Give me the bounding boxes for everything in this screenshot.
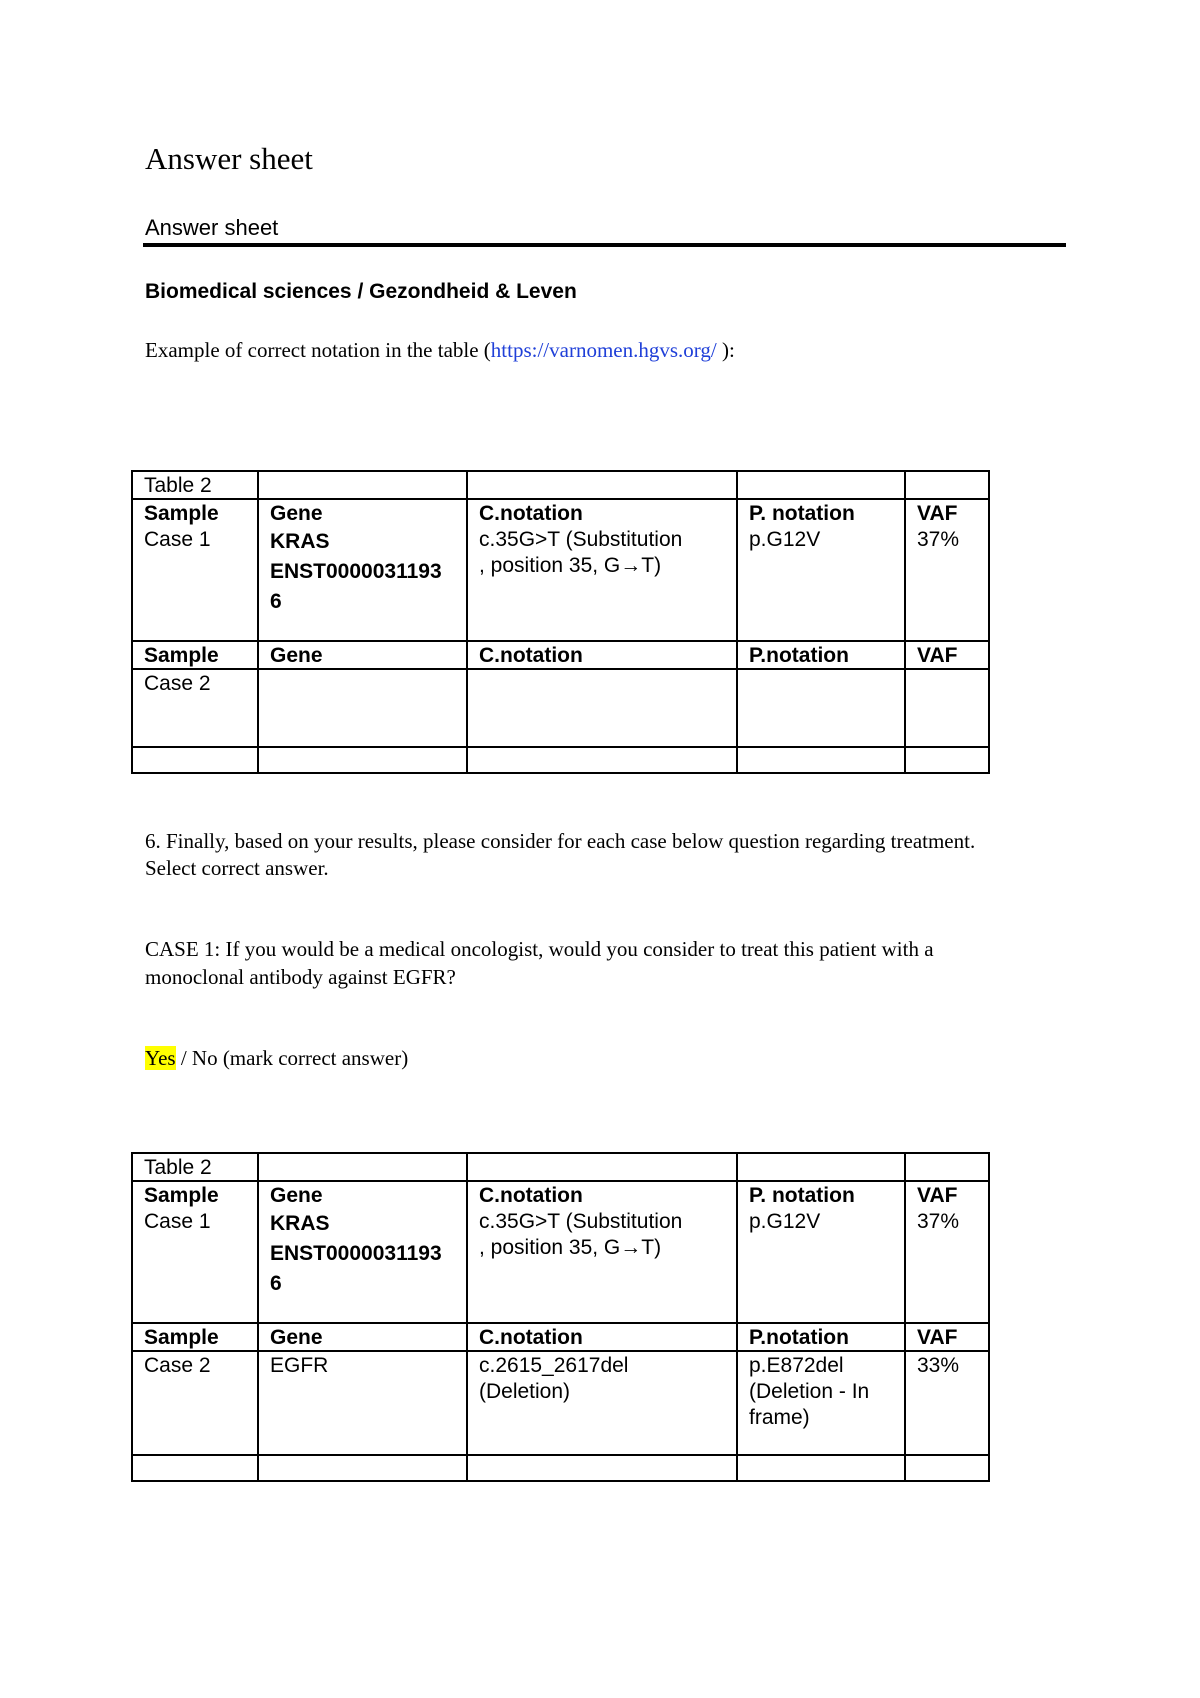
column-header: Gene — [259, 1182, 468, 1208]
column-header: P. notation — [738, 1182, 906, 1208]
table-title: Table 2 — [133, 472, 259, 498]
sample-cell: Case 1 — [133, 1208, 259, 1322]
column-header: Gene — [259, 500, 468, 526]
c-notation-cell: c.2615_2617del (Deletion) — [468, 1352, 738, 1454]
header-rule — [143, 243, 1066, 247]
table-cell — [906, 472, 988, 498]
column-header: Gene — [259, 642, 468, 668]
column-header: Sample — [133, 1182, 259, 1208]
p-notation-cell: p.G12V — [738, 1208, 906, 1322]
table-cell — [468, 1154, 738, 1180]
table-header-row — [133, 1180, 988, 1208]
table-cell — [259, 748, 468, 772]
column-header: Sample — [133, 1324, 259, 1350]
vaf-cell: 33% — [917, 1354, 960, 1377]
p-notation-cell: p.E872del (Deletion - In frame) — [738, 1352, 906, 1454]
table-row — [133, 1350, 988, 1454]
gene-cell — [259, 1208, 468, 1322]
column-header: VAF — [917, 1326, 958, 1349]
column-header: VAF — [917, 1184, 958, 1207]
table-title-row — [133, 1154, 988, 1180]
gene-cell — [259, 670, 468, 746]
table-cell — [738, 472, 906, 498]
table-empty-row — [133, 1454, 988, 1480]
table-header-row — [133, 1322, 988, 1350]
column-header: Sample — [133, 500, 259, 526]
column-header: C.notation — [468, 500, 738, 526]
table-cell — [738, 1456, 906, 1480]
table-title-row — [133, 472, 988, 498]
sample-cell: Case 2 — [133, 670, 259, 746]
vaf-cell: 37% — [917, 528, 960, 551]
example-line — [145, 338, 735, 363]
transcript-id-end: 6 — [270, 1272, 282, 1295]
column-header: P. notation — [738, 500, 906, 526]
table-cell — [738, 748, 906, 772]
vaf-cell — [906, 670, 988, 746]
column-header: C.notation — [468, 642, 738, 668]
table-header-row — [133, 498, 988, 526]
table-cell — [906, 1154, 988, 1180]
table-row — [133, 1208, 988, 1322]
table-title: Table 2 — [133, 1154, 259, 1180]
column-header: Sample — [133, 642, 259, 668]
case-1-question: CASE 1: If you would be a medical oncologist, would you consider to treat this patient with a monoclonal antibody against EGFR? — [145, 937, 934, 989]
p-notation-cell: p.G12V — [738, 526, 906, 640]
variant-table-1 — [131, 470, 990, 774]
sample-cell: Case 1 — [133, 526, 259, 640]
program-name: Biomedical sciences / Gezondheid & Leven — [145, 280, 577, 303]
column-header: C.notation — [468, 1324, 738, 1350]
p-notation-cell — [738, 670, 906, 746]
column-header: Gene — [259, 1324, 468, 1350]
gene-name: KRAS — [270, 530, 330, 553]
table-cell — [738, 1154, 906, 1180]
answer-rest: / No (mark correct answer) — [175, 1046, 409, 1070]
example-suffix: ): — [716, 338, 735, 362]
hgvs-link[interactable]: https://varnomen.hgvs.org/ — [490, 338, 717, 362]
table-row — [133, 526, 988, 640]
table-cell — [468, 1456, 738, 1480]
document-title: Answer sheet — [145, 141, 313, 176]
transcript-id: ENST0000031193 — [270, 1242, 442, 1265]
vaf-cell: 37% — [917, 1210, 960, 1233]
table-row — [133, 668, 988, 746]
answer-yes-highlighted: Yes — [145, 1046, 176, 1070]
column-header: VAF — [917, 502, 958, 525]
table-header-row — [133, 640, 988, 668]
column-header: P.notation — [738, 1324, 906, 1350]
c-notation-cell: c.35G>T (Substitution , position 35, G→T) — [468, 1208, 738, 1322]
question-6: 6. Finally, based on your results, please consider for each case below question regarding treatment. Select correct answer. — [145, 829, 976, 880]
transcript-id-end: 6 — [270, 590, 282, 613]
example-prefix: Example of correct notation in the table ( — [145, 338, 491, 362]
table-cell — [259, 1154, 468, 1180]
table-cell — [468, 748, 738, 772]
c-notation-cell — [468, 670, 738, 746]
sample-cell: Case 2 — [133, 1352, 259, 1454]
gene-name: KRAS — [270, 1212, 330, 1235]
c-notation-cell: c.35G>T (Substitution , position 35, G→T) — [468, 526, 738, 640]
table-cell — [468, 472, 738, 498]
answer-line — [145, 1046, 408, 1071]
column-header: P.notation — [738, 642, 906, 668]
table-cell — [259, 1456, 468, 1480]
table-cell — [133, 1456, 259, 1480]
gene-cell — [259, 526, 468, 640]
table-cell — [906, 748, 988, 772]
header-label: Answer sheet — [145, 215, 279, 240]
gene-cell: EGFR — [259, 1352, 468, 1454]
table-cell — [259, 472, 468, 498]
table-cell — [906, 1456, 988, 1480]
transcript-id: ENST0000031193 — [270, 560, 442, 583]
variant-table-2 — [131, 1152, 990, 1482]
table-empty-row — [133, 746, 988, 772]
column-header: C.notation — [468, 1182, 738, 1208]
column-header: VAF — [917, 644, 958, 667]
table-cell — [133, 748, 259, 772]
